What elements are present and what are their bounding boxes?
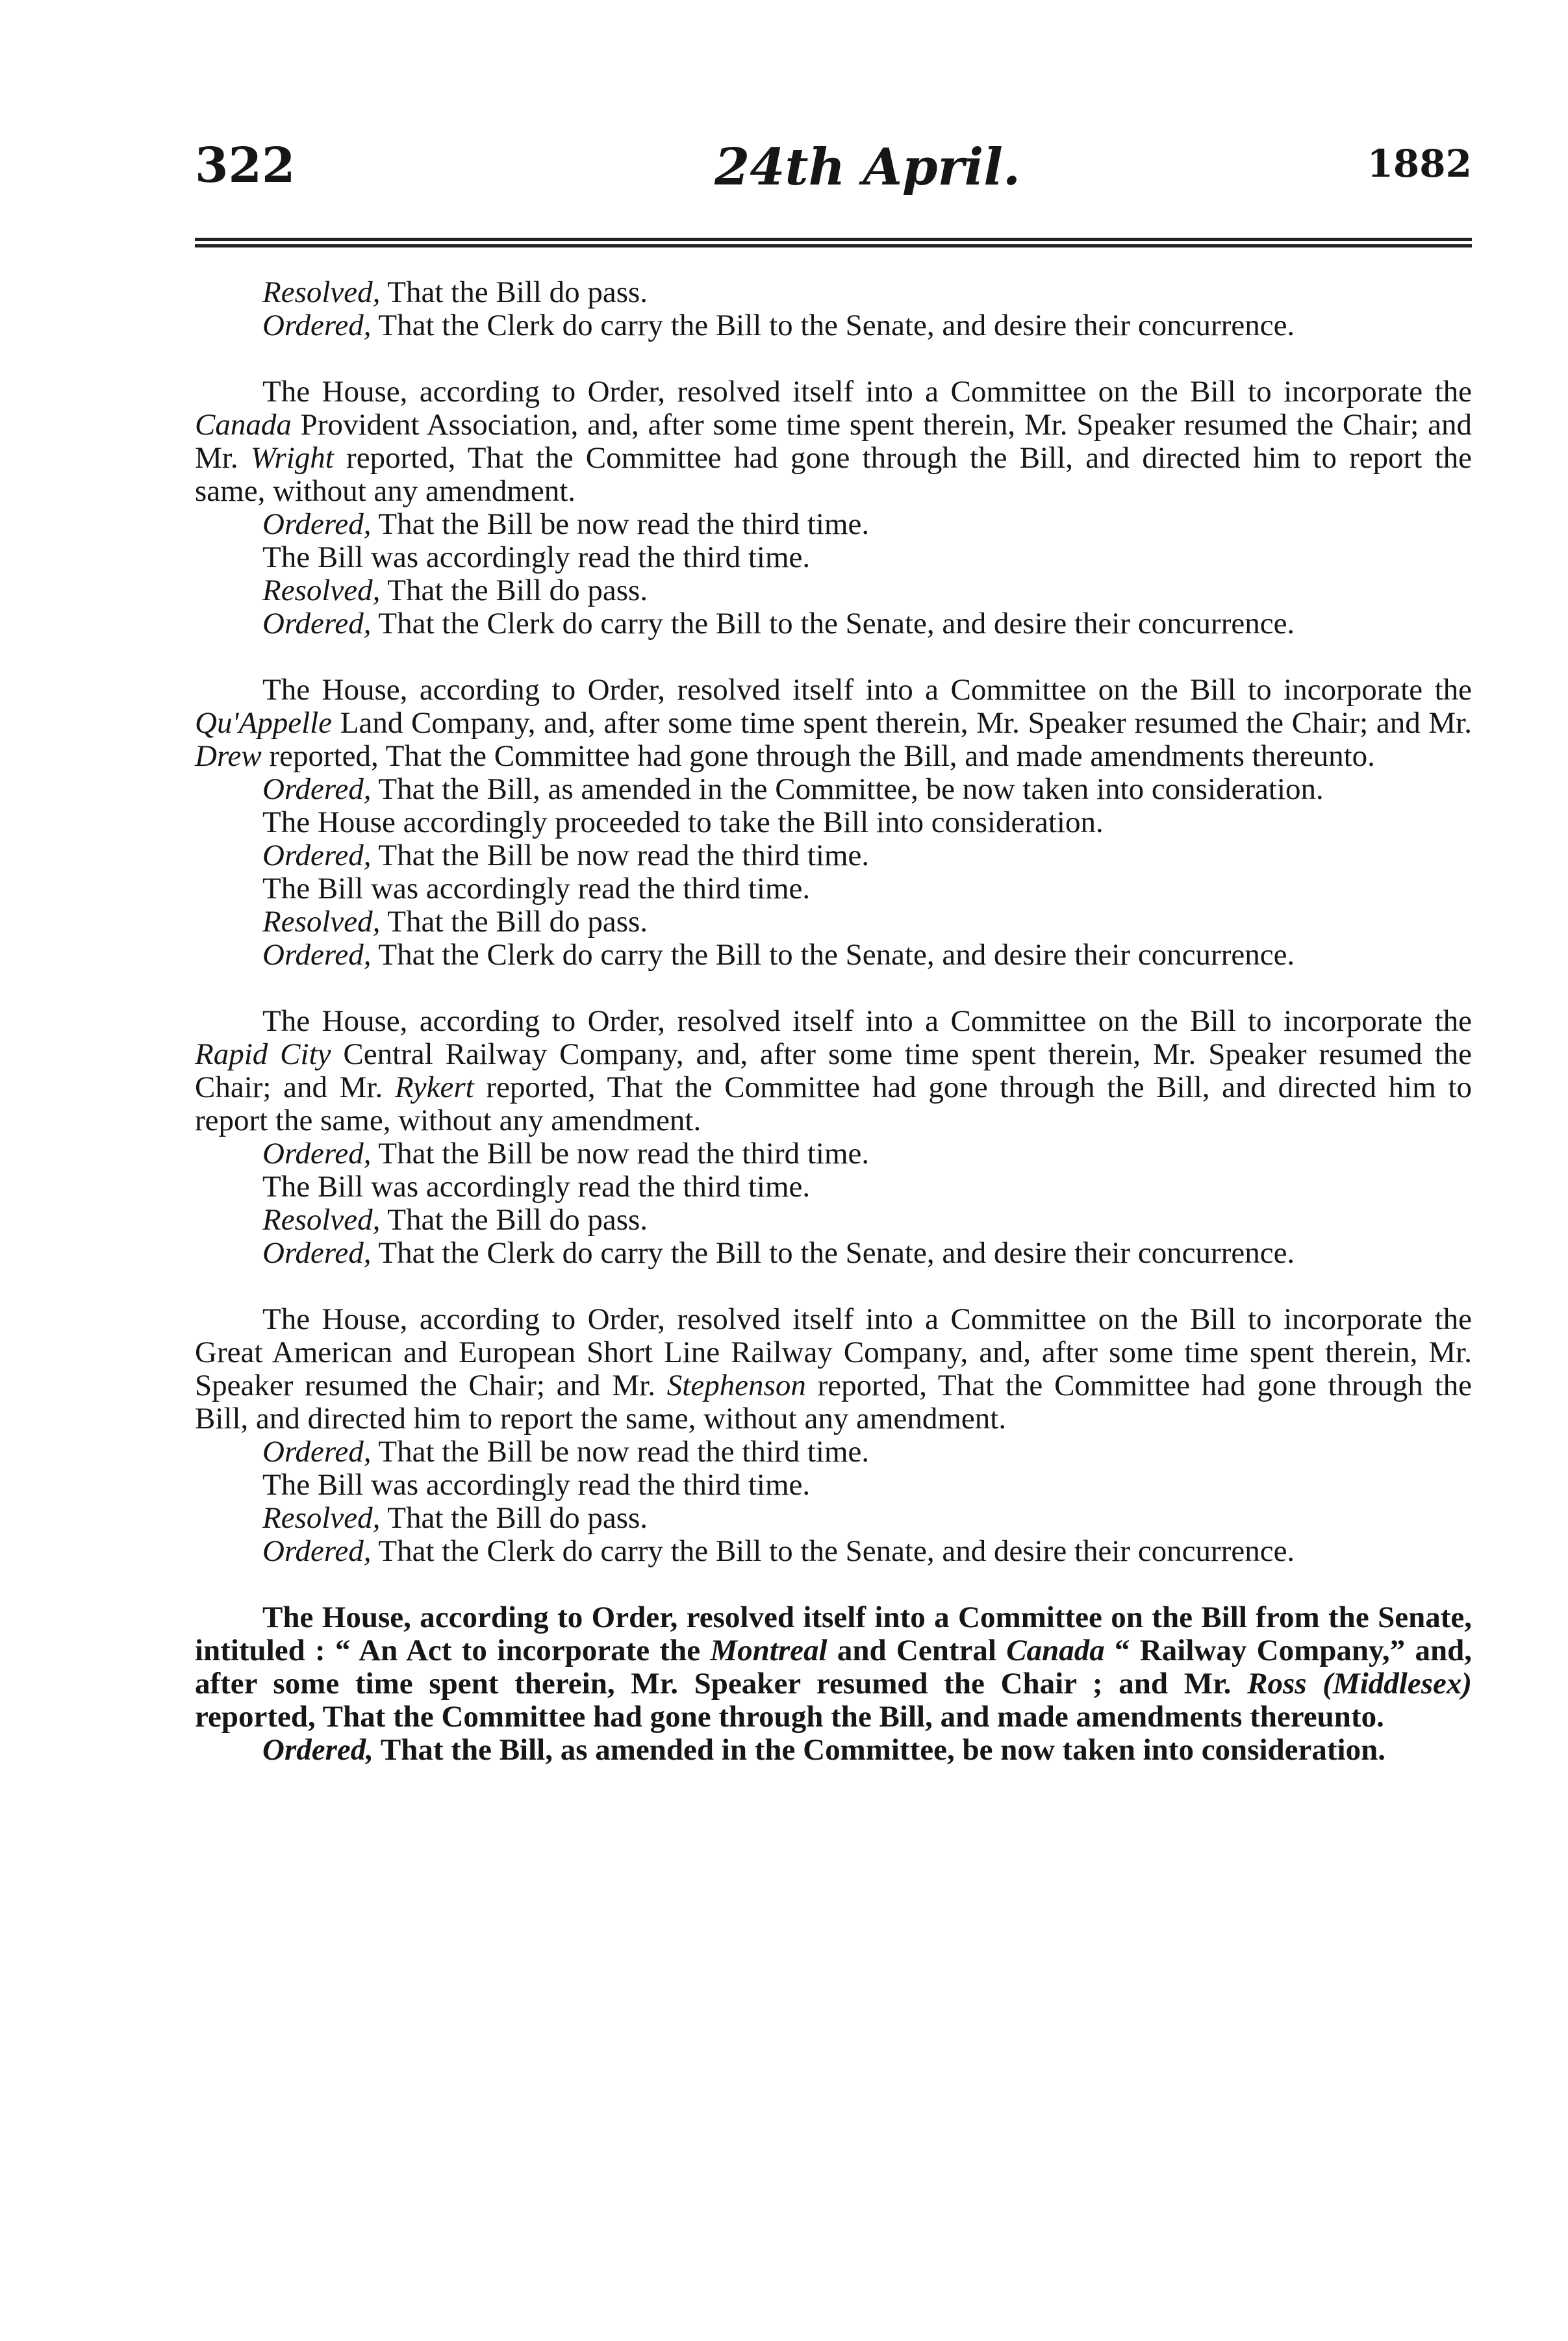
committee-paragraph bbox=[195, 1601, 1472, 1734]
proceedings-block bbox=[195, 1601, 1472, 1767]
paragraph-text: Land Company, and, after some time spent therein, Mr. Speaker resumed the Chair; and Mr. bbox=[332, 706, 1472, 740]
paragraph-text: and Central bbox=[827, 1634, 1007, 1667]
member-name: Wright bbox=[250, 441, 334, 475]
entry-line bbox=[195, 1469, 1472, 1502]
member-name: Stephenson bbox=[666, 1369, 806, 1402]
entry-line bbox=[195, 309, 1472, 342]
entry-keyword: Ordered, bbox=[262, 1236, 372, 1270]
entry-text: That the Bill be now read the third time. bbox=[371, 507, 870, 541]
page-header bbox=[195, 138, 1472, 216]
paragraph-text: reported, That the Committee had gone through the Bill, and directed him to report the same, without any amendment. bbox=[195, 441, 1472, 508]
entry-text: That the Bill do pass. bbox=[380, 1203, 648, 1237]
entry-text: That the Bill be now read the third time. bbox=[371, 1435, 870, 1469]
entry-keyword: Ordered, bbox=[262, 938, 372, 972]
entry-keyword: Ordered, bbox=[262, 1733, 373, 1767]
entry-line bbox=[195, 806, 1472, 839]
entry-line bbox=[195, 905, 1472, 939]
entry-line bbox=[195, 607, 1472, 640]
journal-body bbox=[195, 276, 1472, 1800]
entry-keyword: Ordered, bbox=[262, 1137, 372, 1170]
member-name: Ross (Middlesex) bbox=[1247, 1667, 1473, 1701]
proceedings-block bbox=[195, 276, 1472, 342]
entry-keyword: Resolved, bbox=[262, 275, 381, 309]
paragraph-text: “ Railway Company,” and, after some time spent therein, Mr. Speaker resumed the Chair ; and Mr. bbox=[195, 1634, 1472, 1701]
paragraph-text: The House, according to Order, resolved itself into a Committee on the Bill from the Senate, intituled : “ An Act to incorporate the bbox=[195, 1601, 1472, 1667]
entry-keyword: Resolved, bbox=[262, 1501, 381, 1535]
entry-text: That the Clerk do carry the Bill to the Senate, and desire their concurrence. bbox=[371, 938, 1295, 972]
entry-text: That the Clerk do carry the Bill to the Senate, and desire their concurrence. bbox=[371, 309, 1295, 342]
entry-line bbox=[195, 574, 1472, 607]
entry-text: That the Bill do pass. bbox=[380, 574, 648, 607]
entry-line bbox=[195, 872, 1472, 905]
paragraph-text: Central Railway Company, and, after some time spent therein, Mr. Speaker resumed the Chair; and Mr. bbox=[195, 1037, 1472, 1104]
entry-line bbox=[195, 1734, 1472, 1767]
entry-text: That the Bill do pass. bbox=[380, 275, 648, 309]
paragraph-text: reported, That the Committee had gone through the Bill, and made amendments thereunto. bbox=[195, 1700, 1384, 1734]
entry-keyword: Ordered, bbox=[262, 839, 372, 872]
proceedings-block bbox=[195, 674, 1472, 972]
entry-line bbox=[195, 276, 1472, 309]
paragraph-text: reported, That the Committee had gone through the Bill, and directed him to report the same, without any amendment. bbox=[195, 1369, 1472, 1436]
page-number: 322 bbox=[195, 138, 296, 194]
paragraph-text: reported, That the Committee had gone through the Bill, and made amendments thereunto. bbox=[261, 739, 1375, 773]
entry-keyword: Resolved, bbox=[262, 905, 381, 939]
entry-keyword: Ordered, bbox=[262, 1435, 372, 1469]
page-date: 24th April. bbox=[714, 138, 1021, 197]
entry-line bbox=[195, 1170, 1472, 1204]
entry-line bbox=[195, 839, 1472, 872]
proceedings-block bbox=[195, 1303, 1472, 1568]
entry-text: The House accordingly proceeded to take the Bill into consideration. bbox=[262, 805, 1104, 839]
entry-keyword: Resolved, bbox=[262, 574, 381, 607]
entry-text: That the Bill be now read the third time. bbox=[371, 1137, 870, 1170]
entry-line bbox=[195, 939, 1472, 972]
committee-paragraph bbox=[195, 375, 1472, 508]
paragraph-text: Provident Association, and, after some time spent therein, Mr. Speaker resumed the Chair; and Mr. bbox=[195, 408, 1472, 475]
paragraph-text: The House, according to Order, resolved itself into a Committee on the Bill to incorporate the bbox=[262, 1004, 1472, 1038]
entry-text: That the Bill, as amended in the Committee, be now taken into consideration. bbox=[373, 1733, 1385, 1767]
proceedings-block bbox=[195, 375, 1472, 640]
header-rule-top bbox=[195, 238, 1472, 241]
member-name: Drew bbox=[195, 739, 262, 773]
entry-line bbox=[195, 773, 1472, 806]
member-name: Rykert bbox=[394, 1070, 474, 1104]
entry-line bbox=[195, 1237, 1472, 1270]
entry-keyword: Ordered, bbox=[262, 507, 372, 541]
entry-text: That the Bill be now read the third time. bbox=[371, 839, 870, 872]
entry-text: The Bill was accordingly read the third time. bbox=[262, 1468, 811, 1502]
entry-line bbox=[195, 1535, 1472, 1568]
bill-name: Rapid City bbox=[195, 1037, 331, 1071]
committee-paragraph bbox=[195, 1303, 1472, 1436]
committee-paragraph bbox=[195, 1005, 1472, 1137]
entry-line bbox=[195, 1204, 1472, 1237]
bill-name: Canada bbox=[195, 408, 292, 442]
entry-text: That the Clerk do carry the Bill to the Senate, and desire their concurrence. bbox=[371, 1236, 1295, 1270]
entry-line bbox=[195, 541, 1472, 574]
bill-name: Qu'Appelle bbox=[195, 706, 333, 740]
entry-text: The Bill was accordingly read the third time. bbox=[262, 1170, 811, 1204]
entry-text: The Bill was accordingly read the third time. bbox=[262, 540, 811, 574]
entry-text: That the Bill do pass. bbox=[380, 1501, 648, 1535]
entry-text: The Bill was accordingly read the third time. bbox=[262, 872, 811, 905]
entry-text: That the Clerk do carry the Bill to the Senate, and desire their concurrence. bbox=[371, 1534, 1295, 1568]
entry-text: That the Bill do pass. bbox=[380, 905, 648, 939]
entry-keyword: Ordered, bbox=[262, 607, 372, 640]
entry-line bbox=[195, 1502, 1472, 1535]
paragraph-text: reported, That the Committee had gone through the Bill, and directed him to report the same, without any amendment. bbox=[195, 1070, 1473, 1137]
entry-keyword: Ordered, bbox=[262, 772, 372, 806]
entry-line bbox=[195, 1436, 1472, 1469]
entry-keyword: Ordered, bbox=[262, 1534, 372, 1568]
proceedings-block bbox=[195, 1005, 1472, 1270]
entry-text: That the Bill, as amended in the Committee, be now taken into consideration. bbox=[371, 772, 1324, 806]
paragraph-text: The House, according to Order, resolved itself into a Committee on the Bill to incorporate the bbox=[262, 673, 1472, 707]
entry-text: That the Clerk do carry the Bill to the Senate, and desire their concurrence. bbox=[371, 607, 1295, 640]
entry-keyword: Resolved, bbox=[262, 1203, 381, 1237]
entry-line bbox=[195, 1137, 1472, 1170]
committee-paragraph bbox=[195, 674, 1472, 773]
bill-name: Montreal bbox=[710, 1634, 828, 1667]
page-year: 1882 bbox=[1367, 142, 1472, 186]
header-rule-bottom bbox=[195, 244, 1472, 247]
bill-name: Canada bbox=[1006, 1634, 1105, 1667]
entry-keyword: Ordered, bbox=[262, 309, 372, 342]
paragraph-text: The House, according to Order, resolved itself into a Committee on the Bill to incorporate the bbox=[262, 375, 1472, 409]
paragraph-text: The House, according to Order, resolved itself into a Committee on the Bill to incorporate the Great American and European Short Line Railway Company, and, after some time spent therein, Mr. Speaker resumed the Chair; and Mr. bbox=[195, 1302, 1472, 1402]
entry-line bbox=[195, 508, 1472, 541]
